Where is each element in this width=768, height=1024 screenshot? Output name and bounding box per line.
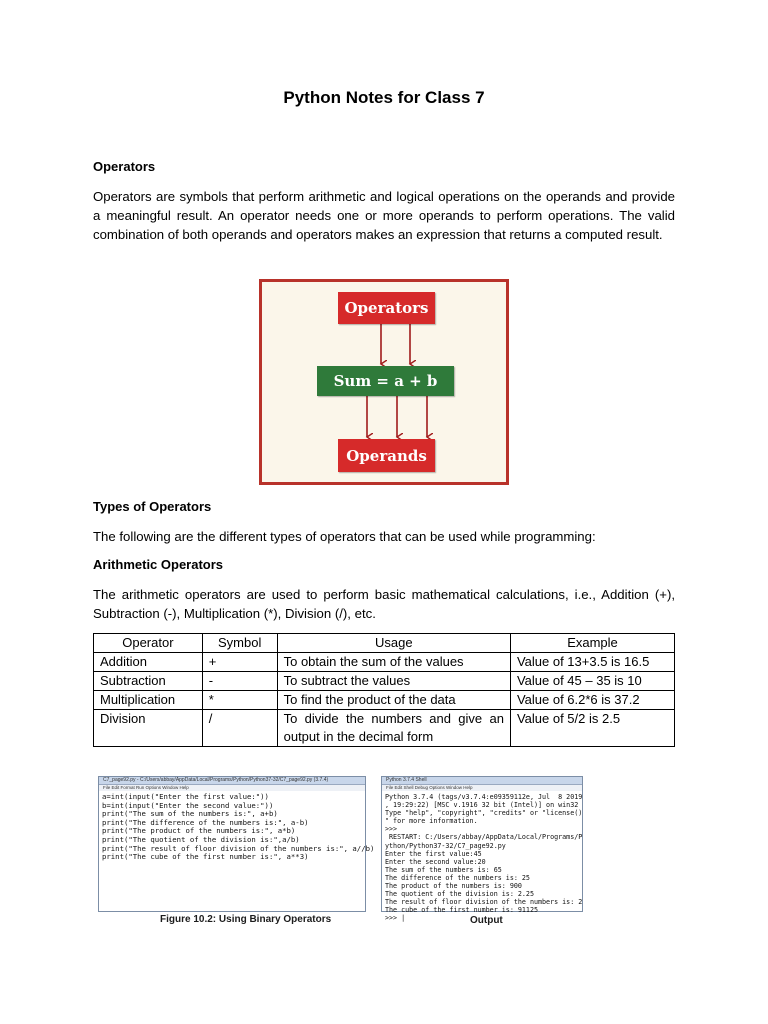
code-window-menubar: File Edit Format Run Options Window Help <box>99 785 365 791</box>
table-row <box>94 710 675 747</box>
table-cell: Value of 45 – 35 is 10 <box>510 672 674 691</box>
operators-diagram <box>259 279 509 485</box>
code-figure-caption: Figure 10.2: Using Binary Operators <box>160 914 332 925</box>
table-cell: To divide the numbers and give an output in the decimal form <box>277 710 510 747</box>
code-editor-screenshot <box>98 776 375 912</box>
table-row <box>94 691 675 710</box>
table-cell: + <box>202 653 277 672</box>
table-cell: To find the product of the data <box>277 691 510 710</box>
shell-output: Python 3.7.4 (tags/v3.7.4:e09359112e, Jul 8 2019 , 19:29:22) [MSC v.1916 32 bit (Intel)] on win32 Type "help", "copyright", "credits" or "license() " for more information. >>> RESTART: C:/Users/abbay/AppData/Local/Programs/P ython/Python37-32/C7_page92.py Enter the first value:45 Enter the second value:20 The sum of the numbers is: 65 The difference of the numbers is: 25 The product of the numbers is: 900 The quotient of the division is: 2.25 The result of floor division of the numbers is: 2 The cube of the first number is: 91125 >>> | <box>385 793 583 923</box>
table-header-cell: Operator <box>94 634 203 653</box>
shell-window-titlebar: Python 3.7.4 Shell <box>382 777 582 785</box>
arithmetic-operators-table <box>93 633 675 747</box>
table-cell: To subtract the values <box>277 672 510 691</box>
types-heading: Types of Operators <box>93 499 212 514</box>
table-cell: Value of 5/2 is 2.5 <box>510 710 674 747</box>
table-cell: Value of 6.2*6 is 37.2 <box>510 691 674 710</box>
table-row <box>94 653 675 672</box>
table-row <box>94 672 675 691</box>
page-title: Python Notes for Class 7 <box>283 88 485 107</box>
diagram-operands-box: Operands <box>338 439 435 472</box>
table-header-cell: Example <box>510 634 674 653</box>
output-figure-caption: Output <box>470 915 503 926</box>
table-header-cell: Usage <box>277 634 510 653</box>
table-cell: Multiplication <box>94 691 203 710</box>
shell-window-menubar: File Edit Shell Debug Options Window Help <box>382 785 582 791</box>
table-header-row <box>94 634 675 653</box>
code-window-titlebar: C7_page92.py - C:/Users/abbay/AppData/Local/Programs/Python/Python37-32/C7_page92.py (3.7.4) <box>99 777 365 785</box>
arithmetic-heading: Arithmetic Operators <box>93 557 224 572</box>
table-cell: / <box>202 710 277 747</box>
operators-heading: Operators <box>93 159 156 174</box>
diagram-operators-box: Operators <box>338 292 435 324</box>
python-code: a=int(input("Enter the first value:")) b=int(input("Enter the second value:")) print("The sum of the numbers is:", a+b) print("The difference of the numbers is:", a-b) print("The product of the numbers is:", a*b) print("The quotient of the division is:",a/b) print("The result of floor division of the numbers is:", a//b) print("The cube of the first number is:", a**3) <box>102 792 375 862</box>
operators-paragraph: Operators are symbols that perform arithmetic and logical operations on the operands and provide a meaningful result. An operator needs one or more operands to perform operations. The valid combination of both operands and operators makes an expression that returns a computed result. <box>93 189 675 243</box>
table-cell: - <box>202 672 277 691</box>
table-cell: Addition <box>94 653 203 672</box>
table-cell: To obtain the sum of the values <box>277 653 510 672</box>
table-cell: Subtraction <box>94 672 203 691</box>
types-paragraph: The following are the different types of operators that can be used while programming: <box>93 529 596 544</box>
diagram-expression-box: Sum = a + b <box>317 366 454 396</box>
table-header-cell: Symbol <box>202 634 277 653</box>
table-cell: * <box>202 691 277 710</box>
table-cell: Division <box>94 710 203 747</box>
arithmetic-paragraph: The arithmetic operators are used to perform basic mathematical calculations, i.e., Addition (+), Subtraction (-), Multiplication (*), Division (/), etc. <box>93 587 675 622</box>
table-cell: Value of 13+3.5 is 16.5 <box>510 653 674 672</box>
